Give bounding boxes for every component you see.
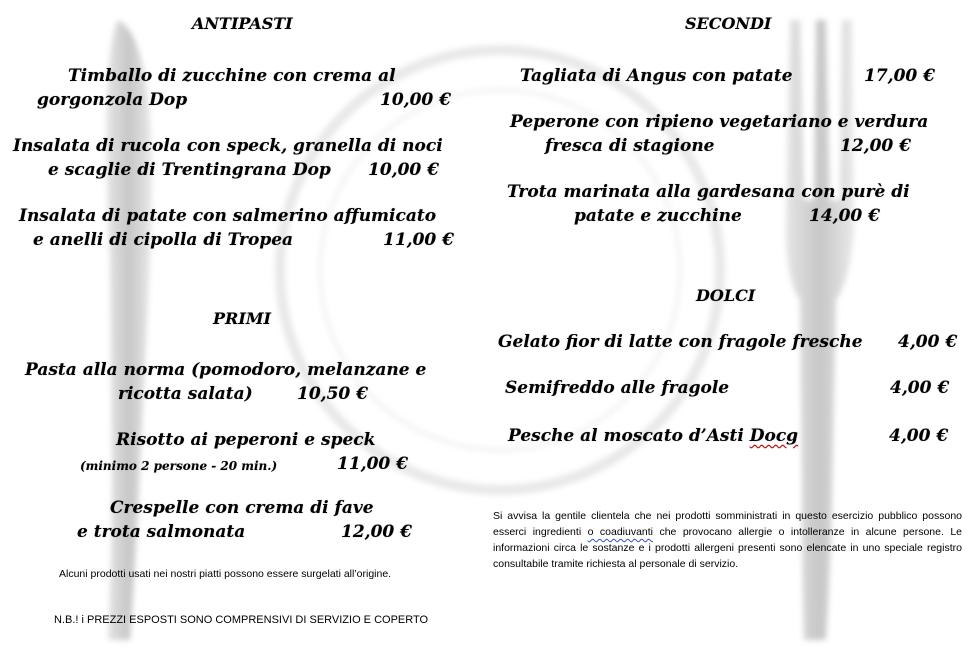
dolci-item-2-price: 4,00 € <box>890 378 950 398</box>
frozen-products-note: Alcuni prodotti usati nei nostri piatti possono essere surgelati all’origine. <box>59 568 392 580</box>
allergen-notice <box>493 508 962 572</box>
secondi-item-2-line1: Peperone con ripieno vegetariano e verdura <box>510 112 929 132</box>
antipasti-item-2-line2: e scaglie di Trentingrana Dop <box>48 160 331 180</box>
dolci-item-3-name-tail: Docg <box>749 426 799 446</box>
dolci-item-3-price: 4,00 € <box>889 426 949 446</box>
primi-item-1-line2: ricotta salata) <box>118 384 253 404</box>
primi-item-2-line2: (minimo 2 persone - 20 min.) <box>80 459 278 473</box>
dolci-heading: DOLCI <box>696 286 756 305</box>
antipasti-item-2-price: 10,00 € <box>368 160 439 180</box>
antipasti-item-3-line1: Insalata di patate con salmerino affumicato <box>19 206 437 226</box>
dolci-item-3-line1 <box>508 424 798 448</box>
primi-item-2-line1: Risotto ai peperoni e speck <box>116 430 376 450</box>
allergen-notice-part1: Si avvisa la gentile clientela che nei prodotti somministrati in questo esercizio pubblico possono esserci ingredienti <box>493 510 962 538</box>
primi-heading: PRIMI <box>213 309 272 328</box>
antipasti-item-2-line1: Insalata di rucola con speck, granella di noci <box>13 136 443 156</box>
antipasti-heading: ANTIPASTI <box>192 14 293 33</box>
primi-item-3-line1: Crespelle con crema di fave <box>110 498 374 518</box>
allergen-notice-part2: o coadiuvanti <box>587 526 654 538</box>
antipasti-item-3-price: 11,00 € <box>383 230 454 250</box>
dolci-item-2-line1: Semifreddo alle fragole <box>505 378 730 398</box>
antipasti-item-3-line2: e anelli di cipolla di Tropea <box>33 230 294 250</box>
secondi-item-2-price: 12,00 € <box>840 136 911 156</box>
allergen-notice-part3: che provocano allergie o intolleranze in alcune persone. Le informazioni circa le sostanze e i prodotti allergeni presenti sono elencate in uno speciale registro consultabile tramite richiesta al personale di servizio. <box>493 526 962 570</box>
antipasti-item-1-line1: Timballo di zucchine con crema al <box>68 66 396 86</box>
prices-include-service-note: N.B.! i PREZZI ESPOSTI SONO COMPRENSIVI DI SERVIZIO E COPERTO <box>54 614 429 626</box>
dolci-item-3-name: Pesche al moscato d’Asti <box>508 426 744 446</box>
dolci-item-1-price: 4,00 € <box>898 332 958 352</box>
antipasti-item-1-line2: gorgonzola Dop <box>37 90 188 110</box>
secondi-item-2-line2: fresca di stagione <box>545 136 715 156</box>
secondi-item-3-line2: patate e zucchine <box>574 206 742 226</box>
secondi-item-1-price: 17,00 € <box>864 66 935 86</box>
secondi-heading: SECONDI <box>685 14 772 33</box>
secondi-item-3-line1: Trota marinata alla gardesana con purè di <box>507 182 910 202</box>
primi-item-3-price: 12,00 € <box>341 522 412 542</box>
primi-item-2-price: 11,00 € <box>337 454 408 474</box>
antipasti-item-1-price: 10,00 € <box>380 90 451 110</box>
dolci-item-1-line1: Gelato fior di latte con fragole fresche <box>498 332 863 352</box>
secondi-item-1-line1: Tagliata di Angus con patate <box>520 66 793 86</box>
primi-item-1-price: 10,50 € <box>297 384 368 404</box>
primi-item-1-line1: Pasta alla norma (pomodoro, melanzane e <box>25 360 427 380</box>
primi-item-3-line2: e trota salmonata <box>77 522 246 542</box>
secondi-item-3-price: 14,00 € <box>809 206 880 226</box>
